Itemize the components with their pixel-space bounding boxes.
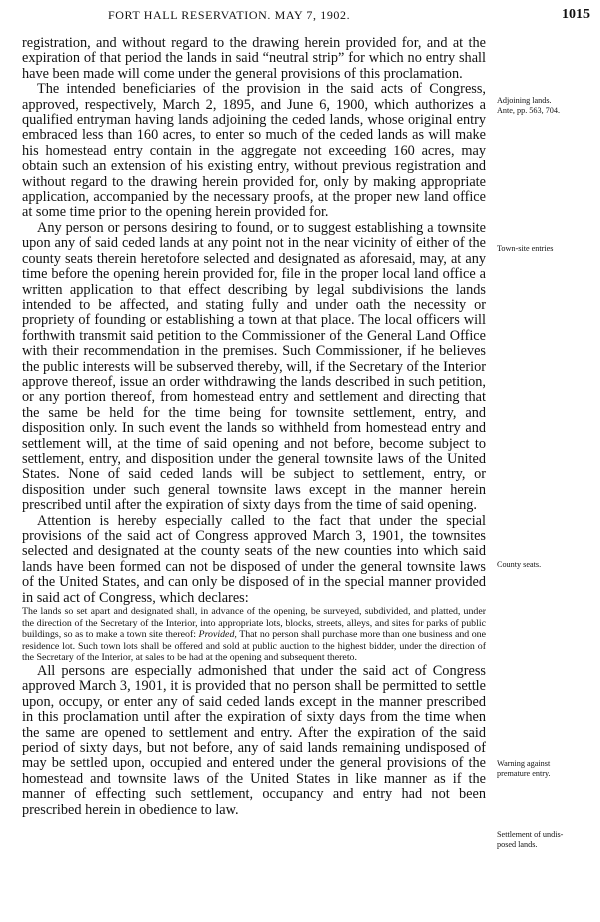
margin-note-townsite-text: Town-site entries [497, 244, 554, 253]
paragraph-adjoining-lands: The intended beneficiaries of the provision in the said acts of Congress, approved, respectively, March 2, 1895, and June 6, 1900, which authorizes a qualified entryman having lands adjoining the ceded lands, whose original entry embraced less than 160 acres, to enter so much of the ceded lands as will make his homestead entry contain in the aggregate not exceeding 160 acres, may obtain such an extension of his existing entry, without previous registration and without regard to the drawing herein provided for, only by making appropriate application, accompanied by the necessary proofs, at the proper new land office at some time prior to the opening herein provided for. [22, 81, 486, 221]
margin-note-settlement-line1: Settlement of undis- [497, 830, 564, 839]
paragraph-warning: All persons are especially admonished that under the said act of Congress approved March 3, 1901, it is provided that no person shall be permitted to settle upon, occupy, or enter any of said ceded lands except in the manner prescribed in this proclamation until after the expiration of sixty days from the time when the same are opened to settlement and entry. After the expiration of the said period of sixty days, but not before, any of said lands remaining undisposed of may be settled upon, occupied and entered under the general provisions of the homestead and townsite laws of the United States in like manner as if the manner of effecting such settlement, occupancy and entry had not been prescribed herein in obedience to law. [22, 663, 486, 818]
running-head: FORT HALL RESERVATION. MAY 7, 1902. [108, 8, 351, 22]
margin-note-townsite [497, 244, 593, 254]
margin-note-warning-line2: premature entry. [497, 768, 551, 778]
quote-proviso: Provided, [198, 629, 237, 641]
paragraph-continuation: registration, and without regard to the drawing herein provided for, and at the expiration of that period the lands in said “neutral strip” for which no entry shall have been made will come under the general provisions of this proclamation. [22, 35, 486, 82]
margin-note-adjoining-lands [497, 96, 593, 115]
margin-note-warning-line1: Warning against [497, 759, 551, 768]
margin-note-settlement [497, 830, 593, 849]
page-header [22, 8, 590, 24]
paragraph-county-seats: Attention is hereby especially called to the fact that under the special provisions of the said act of Congress approved March 3, 1901, the townsites selected and designated at the county seats of the new counties into which said lands have been formed can not be disposed of under the general townsite laws of the United States, and can only be disposed of in the special manner provided in said act of Congress, which declares: [22, 512, 486, 606]
quoted-statute [22, 606, 486, 664]
paragraph-townsite-entries: Any person or persons desiring to found, or to suggest establishing a townsite upon any of said ceded lands at any point not in the near vicinity of either of the county seats therein heretofore selected and designated as aforesaid, may, at any time before the opening herein provided for, file in the proper local land office a written application to that effect describing by legal subdivisions the lands intended to be affected, and stating fully and under oath the necessity or propriety of founding or establishing a town at that place. The local officers will forthwith transmit said petition to the Commissioner of the General Land Office with their recommendation in the premises. Such Commissioner, if he believes the public interests will be subserved thereby, will, if the Secretary of the Interior approve thereof, issue an order withdrawing the lands described in such petition, or any portion thereof, from homestead entry and settlement and directing that the same be held for the time being for townsite settlement, entry, and disposition only. In such event the lands so withheld from homestead entry and settlement will, at the time of said opening and not before, become subject to settlement, entry, and disposition under the general townsite laws of the United States. None of said ceded lands will be subject to settlement, entry, or disposition under such general townsite laws except in the manner herein prescribed until after the expiration of sixty days from the time of said opening. [22, 219, 486, 514]
margin-note-adjoining-ref: Ante, pp. 563, 704. [497, 105, 560, 115]
quote-text-before: The lands so set apart and designated shall, in advance of the opening, be surveyed, subdivided, and platted, under the direction of the Secretary of the Interior, into appropriate lots, blocks, streets, alleys, and sites for parks of public buildings, so as to make a town site thereof: [22, 606, 486, 641]
margin-note-county-seats [497, 560, 593, 570]
page-number: 1015 [562, 7, 590, 22]
margin-note-warning [497, 759, 593, 778]
main-text [22, 36, 486, 818]
margin-note-adjoining-title: Adjoining lands. [497, 96, 552, 105]
margin-note-county-text: County seats. [497, 560, 542, 569]
quote-text-after: That no person shall purchase more than one business and one residence lot. Such town lots shall be offered and sold at public auction to the highest bidder, under the direction of the Secretary of the Interior, at sales to be had at the opening and subsequent thereto. [22, 629, 486, 664]
margin-note-settlement-line2: posed lands. [497, 839, 538, 849]
